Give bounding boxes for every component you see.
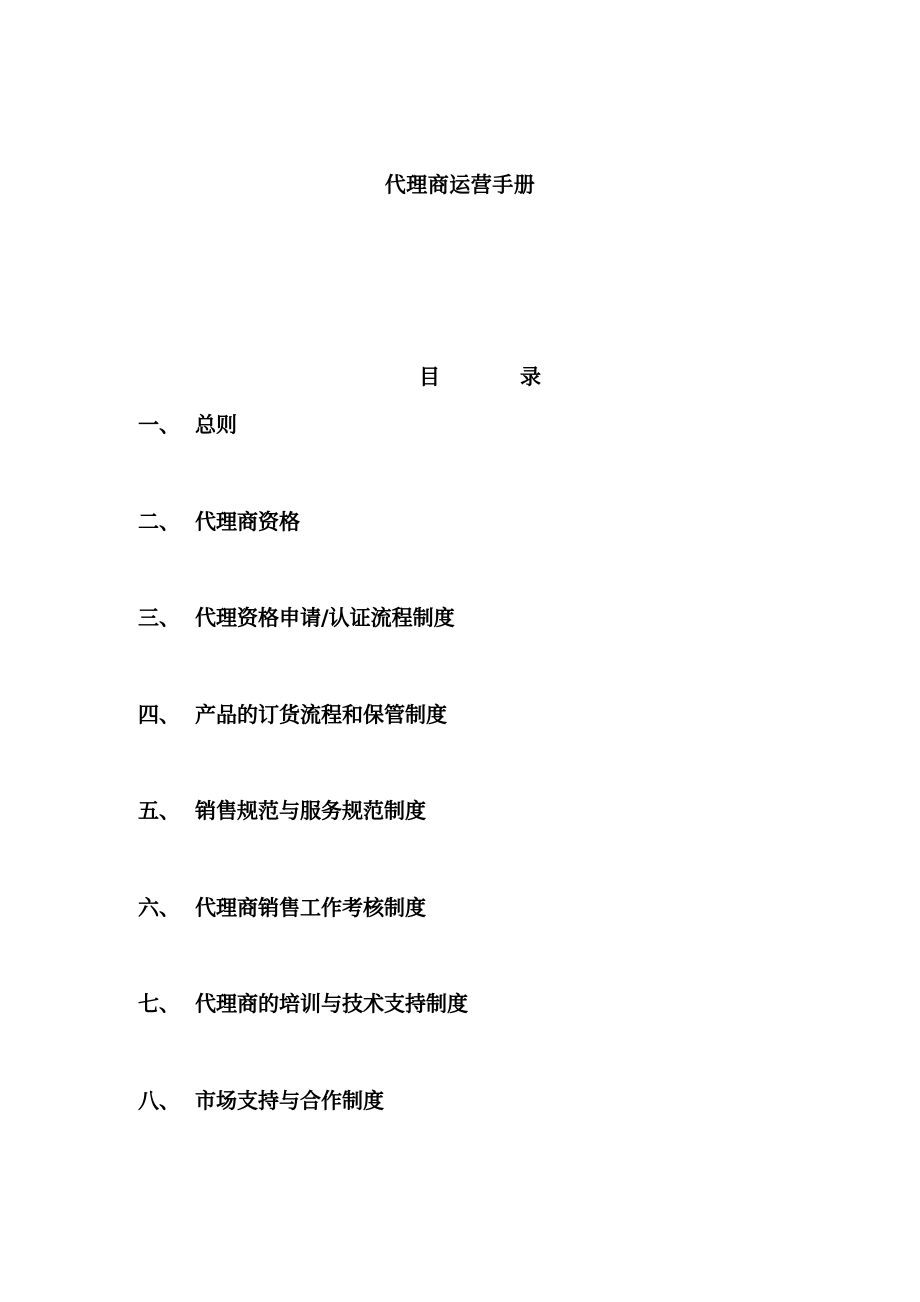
table-of-contents (138, 410, 468, 1182)
toc-item-number: 五、 (138, 799, 180, 823)
toc-item (138, 893, 468, 990)
toc-item-label: 代理商销售工作考核制度 (195, 895, 426, 920)
toc-item-label: 市场支持与合作制度 (195, 1088, 384, 1113)
toc-item (138, 603, 468, 700)
toc-item (138, 796, 468, 893)
toc-item-label: 销售规范与服务规范制度 (195, 799, 426, 823)
toc-item (138, 1086, 468, 1183)
toc-item-label: 代理商资格 (195, 509, 300, 534)
toc-item-number: 三、 (138, 606, 180, 630)
document-title: 代理商运营手册 (384, 173, 536, 197)
toc-heading-char-2: 录 (520, 365, 541, 389)
toc-item (138, 989, 468, 1086)
toc-item-label: 产品的订货流程和保管制度 (195, 702, 447, 727)
toc-item (138, 700, 468, 797)
toc-heading-char-1: 目 (419, 365, 440, 389)
toc-item-number: 八、 (138, 1088, 180, 1113)
toc-item-label: 代理商的培训与技术支持制度 (195, 992, 468, 1016)
toc-item-number: 四、 (138, 702, 180, 727)
toc-item-label: 总则 (195, 413, 237, 437)
toc-item-number: 七、 (138, 992, 180, 1016)
toc-item-number: 二、 (138, 509, 180, 534)
toc-item-number: 一、 (138, 413, 180, 437)
toc-item-label: 代理资格申请/认证流程制度 (195, 606, 455, 630)
toc-item-number: 六、 (138, 895, 180, 920)
toc-item (138, 507, 468, 604)
toc-item (138, 410, 468, 507)
toc-heading (0, 362, 920, 394)
